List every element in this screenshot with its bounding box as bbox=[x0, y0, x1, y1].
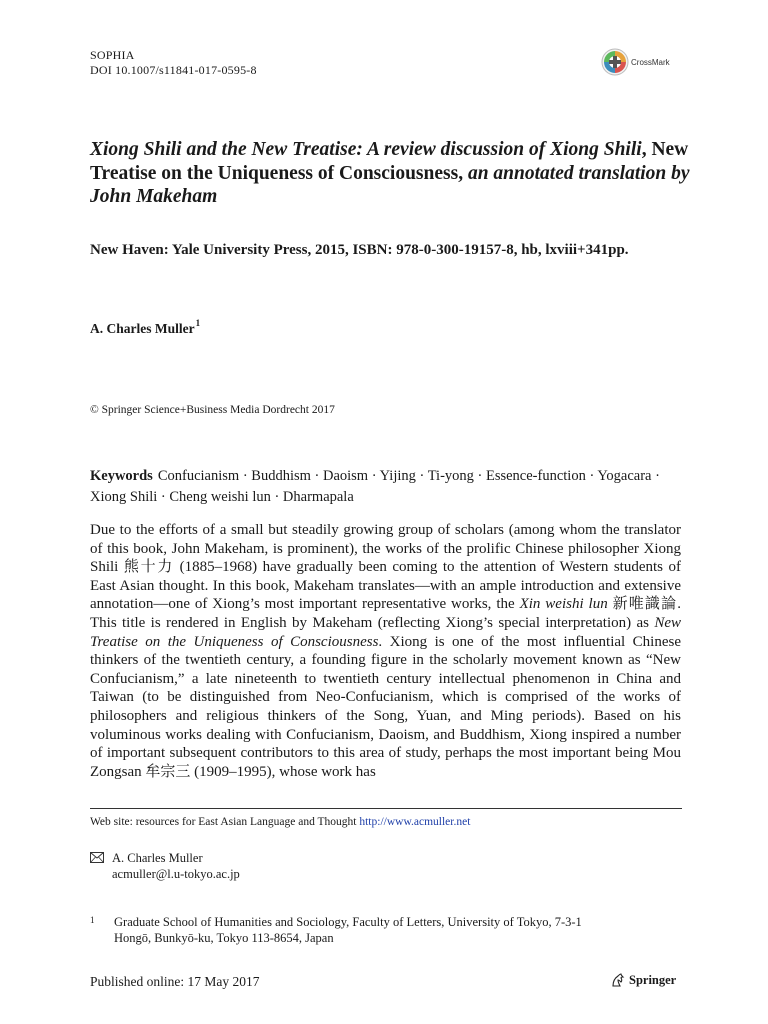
publication-info: New Haven: Yale University Press, 2015, ISBN: 978-0-300-19157-8, hb, lxviii+341pp. bbox=[90, 242, 629, 258]
publisher-name: Springer bbox=[629, 972, 677, 987]
body-text-1: Due to the efforts of a small but steadily growing group of scholars (among whom the translator of this book, John Makeham, is prominent), the works of the prolific Chinese philosopher Xiong Shili 熊十力 (1885–1968) have gradually been coming to the attention of Western students of East Asian thought. In this book, Makeham translates—with an ample introduction and extensive annotation—one of Xiong’s most important representative works, the bbox=[90, 522, 681, 613]
author-name: A. Charles Muller bbox=[90, 321, 195, 336]
keywords-label: Keywords bbox=[90, 468, 153, 484]
contact-email[interactable]: acmuller@l.u-tokyo.ac.jp bbox=[112, 867, 240, 881]
body-text-3: . Xiong is one of the most influential Chinese thinkers of the twentieth century, a founding figure in the scholarly movement known as “New Confucianism,” a late nineteenth to twentieth century intellectual phenomenon in China and Taiwan (to be distinguished from Neo-Confucianism, which is comprised of the works of philosophers and religious thinkers of the Song, Yuan, and Ming periods). Based on his voluminous works dealing with Confucianism, Daoism, and Buddhism, Xiong inspired a number of important subsequent contributors to this area of study, perhaps the most important being Mou Zongsan 牟宗三 (1909–1995), whose work has bbox=[90, 633, 681, 780]
article-title bbox=[90, 138, 690, 209]
springer-logo bbox=[610, 972, 676, 988]
envelope-icon bbox=[90, 850, 112, 882]
body-paragraph bbox=[90, 521, 681, 781]
doi: DOI 10.1007/s11841-017-0595-8 bbox=[90, 63, 257, 77]
journal-header bbox=[90, 48, 257, 78]
body-text-2: 新唯識論. This title is rendered in English by Makeham (reflecting Xiong’s special interpretation) as bbox=[90, 596, 681, 631]
title-part-1: Xiong Shili and the New Treatise: A review discussion of Xiong Shili bbox=[90, 139, 642, 160]
published-date: Published online: 17 May 2017 bbox=[90, 974, 260, 989]
affiliation-line-1: Graduate School of Humanities and Sociology, Faculty of Letters, University of Tokyo, 7-3-1 bbox=[114, 915, 582, 929]
crossmark-label: CrossMark bbox=[631, 57, 670, 67]
affiliation bbox=[90, 914, 682, 946]
copyright: © Springer Science+Business Media Dordrecht 2017 bbox=[90, 404, 335, 416]
website-note bbox=[90, 816, 470, 828]
keywords bbox=[90, 466, 682, 508]
title-part-3: an annotated translation by John Makeham bbox=[90, 162, 690, 207]
contact-name: A. Charles Muller bbox=[112, 851, 203, 865]
author bbox=[90, 318, 200, 337]
crossmark-badge[interactable] bbox=[601, 48, 670, 76]
footnote-rule bbox=[90, 808, 682, 809]
keywords-list: Confucianism · Buddhism · Daoism · Yijing · Ti-yong · Essence-function · Yogacara · Xiong Shili · Cheng weishi lun · Dharmapala bbox=[90, 468, 660, 505]
body-italic-1: Xin weishi lun bbox=[519, 596, 608, 613]
website-link[interactable]: http://www.acmuller.net bbox=[359, 816, 471, 828]
journal-name: SOPHIA bbox=[90, 48, 135, 62]
title-part-2: , New Treatise on the Uniqueness of Consciousness, bbox=[90, 139, 689, 184]
springer-horse-icon bbox=[610, 972, 626, 988]
contact-block bbox=[90, 850, 240, 882]
crossmark-icon bbox=[601, 48, 629, 76]
body-italic-2: New Treatise on the Uniqueness of Consciousness bbox=[90, 614, 681, 650]
affiliation-line-2: Hongō, Bunkyō-ku, Tokyo 113-8654, Japan bbox=[114, 931, 334, 945]
website-text: Web site: resources for East Asian Language and Thought bbox=[90, 816, 360, 828]
affiliation-number: 1 bbox=[90, 915, 95, 925]
affiliation-mark: 1 bbox=[195, 318, 201, 328]
